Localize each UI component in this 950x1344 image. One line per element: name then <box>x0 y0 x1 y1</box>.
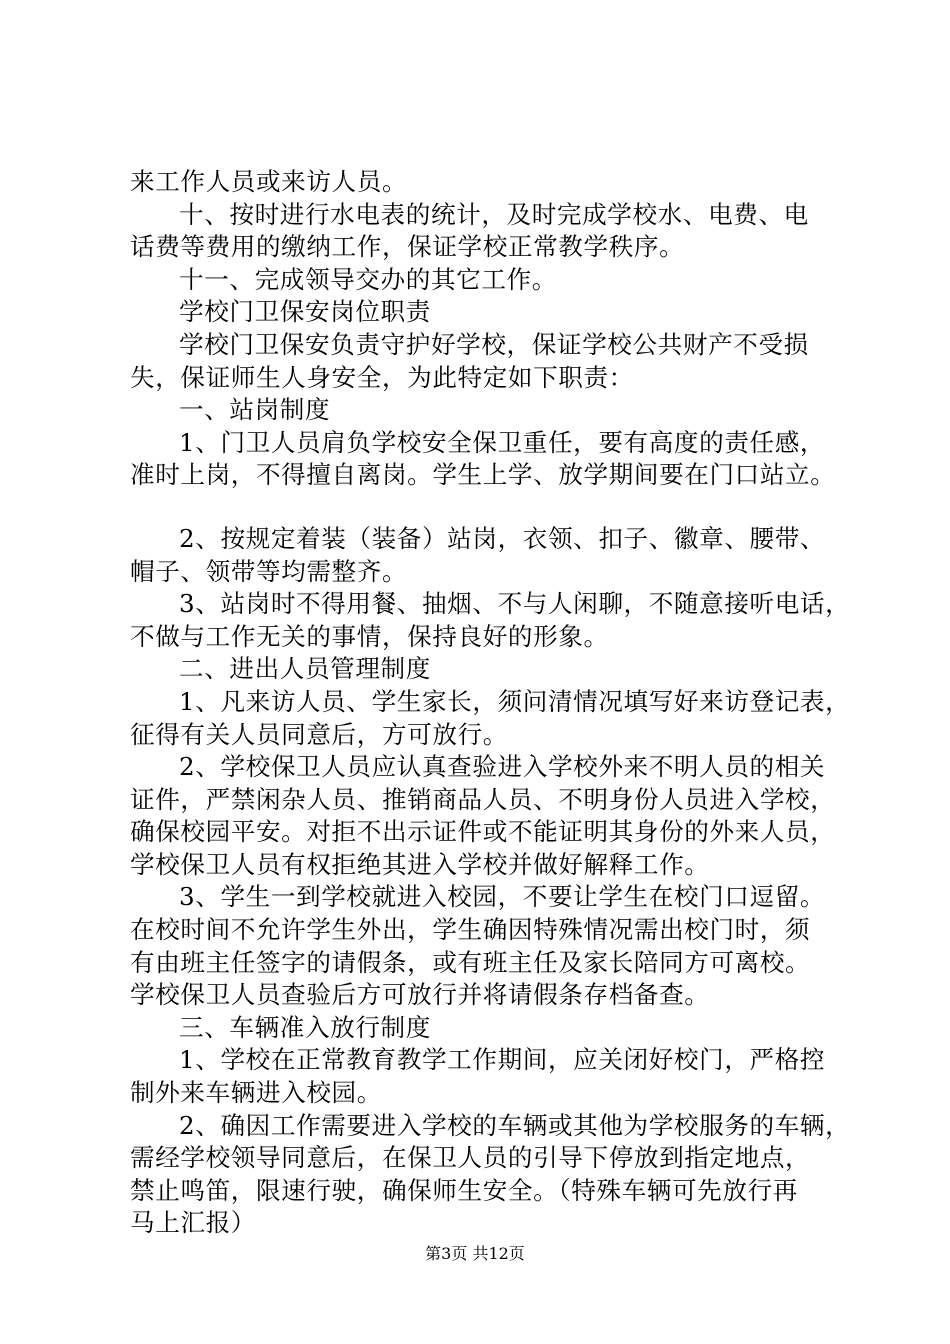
paragraph-line: 禁止鸣笛，限速行驶，确保师生安全。（特殊车辆可先放行再 <box>130 1175 798 1205</box>
paragraph-line: 需经学校领导同意后，在保卫人员的引导下停放到指定地点， <box>130 1143 811 1173</box>
paragraph-line: 失，保证师生人身安全，为此特定如下职责： <box>130 362 634 392</box>
paragraph-line: 3、学生一到学校就进入校园，不要让学生在校门口逗留。 <box>179 882 826 912</box>
subsection-heading: 一、站岗制度 <box>179 395 331 425</box>
paragraph-line: 学校门卫保安负责守护好学校，保证学校公共财产不受损 <box>179 329 809 359</box>
paragraph-line: 准时上岗，不得擅自离岗。学生上学、放学期间要在门口站立。 <box>130 460 836 490</box>
paragraph-line: 1、学校在正常教育教学工作期间，应关闭好校门，严格控 <box>179 1045 826 1075</box>
subsection-heading: 三、车辆准入放行制度 <box>179 1012 431 1042</box>
page-number-footer: 第3页 共12页 <box>425 1244 525 1263</box>
paragraph-line: 在校时间不允许学生外出，学生确因特殊情况需出校门时，须 <box>130 915 811 945</box>
paragraph-line: 来工作人员或来访人员。 <box>130 167 408 196</box>
paragraph-line: 3、站岗时不得用餐、抽烟、不与人闲聊，不随意接听电话， <box>179 589 851 619</box>
paragraph-gap <box>130 492 850 523</box>
paragraph-line: 帽子、领带等均需整齐。 <box>130 556 408 586</box>
paragraph-line: 确保校园平安。对拒不出示证件或不能证明其身份的外来人员， <box>130 817 836 847</box>
paragraph-line: 证件，严禁闲杂人员、推销商品人员、不明身份人员进入学校， <box>130 784 836 814</box>
paragraph-line: 马上汇报） <box>130 1208 256 1238</box>
paragraph-line: 不做与工作无关的事情，保持良好的形象。 <box>130 621 609 651</box>
paragraph-line: 十一、完成领导交办的其它工作。 <box>179 264 557 294</box>
subsection-heading: 二、进出人员管理制度 <box>179 654 431 684</box>
paragraph-line: 2、确因工作需要进入学校的车辆或其他为学校服务的车辆， <box>179 1110 851 1140</box>
paragraph-line: 1、门卫人员肩负学校安全保卫重任，要有高度的责任感， <box>179 427 826 457</box>
paragraph-line: 话费等费用的缴纳工作，保证学校正常教学秩序。 <box>130 232 685 262</box>
paragraph-line: 征得有关人员同意后，方可放行。 <box>130 719 508 749</box>
paragraph-line: 学校保卫人员查验后方可放行并将请假条存档备查。 <box>130 980 710 1010</box>
paragraph-line: 2、学校保卫人员应认真查验进入学校外来不明人员的相关 <box>179 752 826 782</box>
section-heading: 学校门卫保安岗位职责 <box>179 297 431 327</box>
paragraph-line: 有由班主任签字的请假条，或有班主任及家长陪同方可离校。 <box>130 947 811 977</box>
paragraph-line: 1、凡来访人员、学生家长，须问清情况填写好来访登记表， <box>179 686 851 716</box>
paragraph-line: 十、按时进行水电表的统计，及时完成学校水、电费、电 <box>179 199 809 229</box>
paragraph-line: 学校保卫人员有权拒绝其进入学校并做好解释工作。 <box>130 849 710 879</box>
paragraph-line: 制外来车辆进入校园。 <box>130 1078 382 1108</box>
document-body <box>130 166 850 1240</box>
paragraph-line: 2、按规定着装（装备）站岗，衣领、扣子、徽章、腰带、 <box>179 523 826 553</box>
